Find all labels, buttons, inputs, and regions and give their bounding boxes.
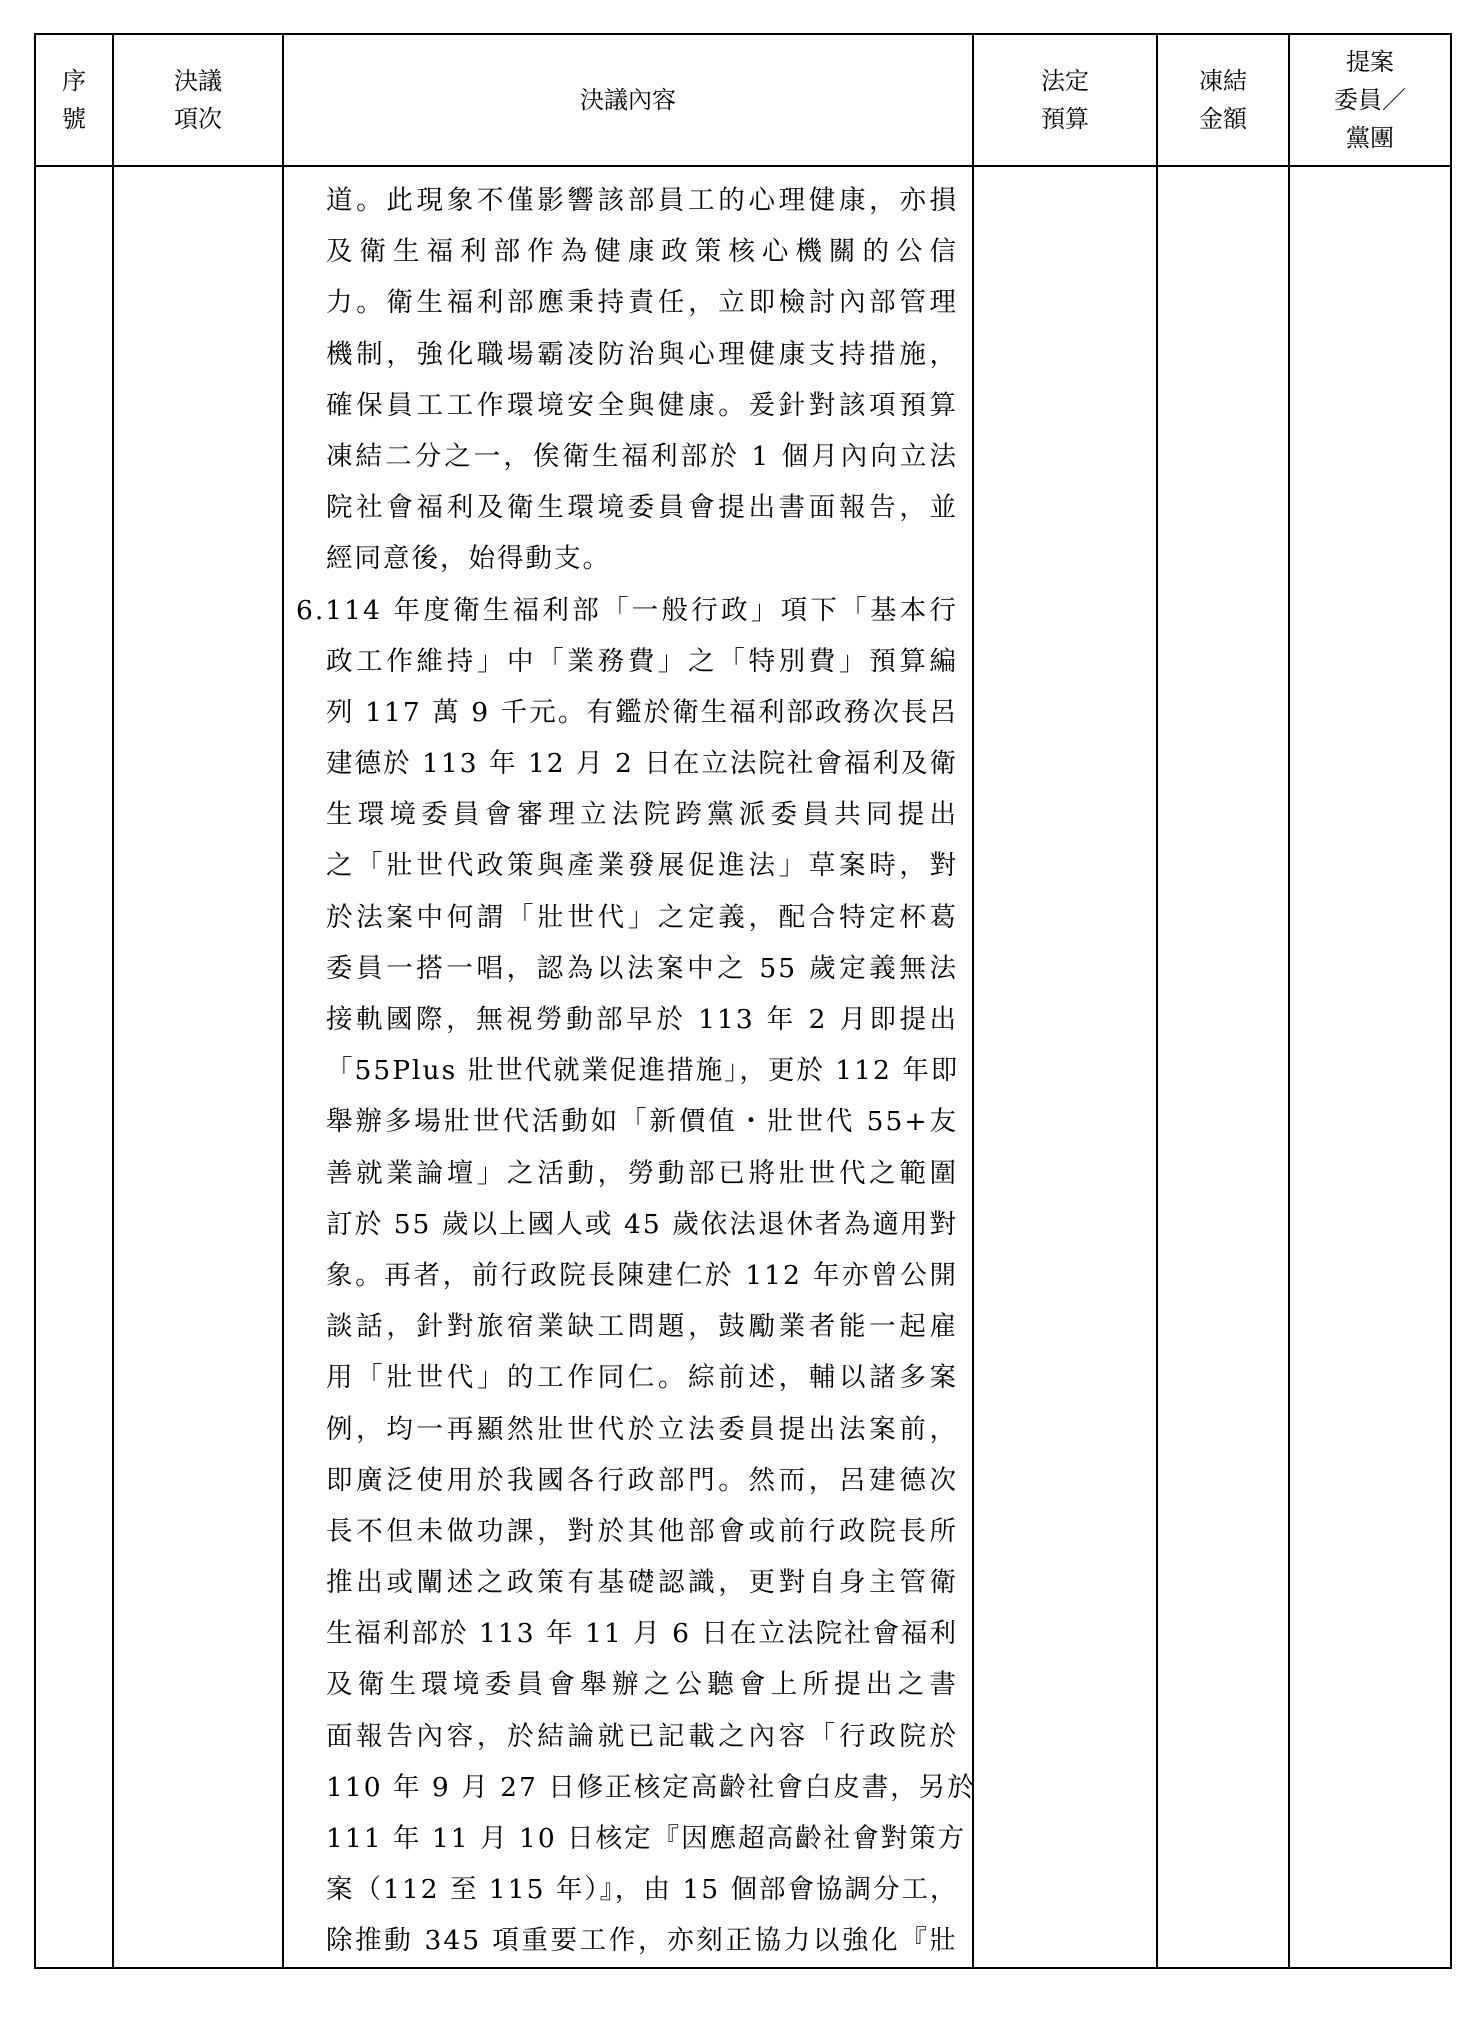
cell-item — [113, 166, 283, 1968]
table-header-row — [35, 34, 1451, 166]
header-frozen: 凍結 金額 — [1157, 34, 1289, 166]
content-line: 院社會福利及衛生環境委員會提出書面報告，並 — [326, 492, 958, 524]
content-line: 機制，強化職場霸凌防治與心理健康支持措施， — [326, 338, 958, 370]
content-line: 委員一搭一唱，認為以法案中之 55 歲定義無法 — [326, 952, 958, 984]
content-line: 案（112 至 115 年）』，由 15 個部會協調分工， — [326, 1874, 959, 1906]
content-line: 列 117 萬 9 千元。有鑑於衛生福利部政務次長呂 — [326, 696, 958, 728]
content-line: 例，均一再顯然壯世代於立法委員提出法案前， — [326, 1413, 958, 1445]
header-item: 決議 項次 — [113, 34, 283, 166]
cell-seq — [35, 166, 113, 1968]
cell-content — [283, 166, 976, 1968]
cell-frozen — [1157, 166, 1289, 1968]
content-line: 於法案中何謂「壯世代」之定義，配合特定杯葛 — [326, 901, 958, 933]
header-content: 決議內容 — [283, 34, 973, 166]
content-line: 用「壯世代」的工作同仁。綜前述，輔以諸多案 — [326, 1362, 958, 1394]
content-line: 接軌國際，無視勞動部早於 113 年 2 月即提出 — [326, 1004, 958, 1035]
content-line: 訂於 55 歲以上國人或 45 歲依法退休者為適用對 — [326, 1208, 958, 1240]
header-proposer: 提案 委員／ 黨團 — [1289, 34, 1451, 166]
content-line: 及衛生環境委員會舉辦之公聽會上所提出之書 — [326, 1669, 958, 1701]
content-line: 確保員工工作環境安全與健康。爰針對該項預算 — [326, 389, 958, 421]
cell-proposer — [1289, 166, 1451, 1968]
content-line: 111 年 11 月 10 日核定『因應超高齡社會對策方 — [326, 1823, 967, 1854]
content-line: 及衛生福利部作為健康政策核心機關的公信 — [326, 236, 958, 268]
content-line: 之「壯世代政策與產業發展促進法」草案時，對 — [326, 850, 958, 882]
content-line: 舉辦多場壯世代活動如「新價值・壯世代 55+友 — [326, 1106, 958, 1138]
header-budget: 法定 預算 — [973, 34, 1157, 166]
content-line: 生福利部於 113 年 11 月 6 日在立法院社會福利 — [326, 1618, 958, 1650]
content-line: 即廣泛使用於我國各行政部門。然而，呂建德次 — [326, 1464, 958, 1496]
content-line: 經同意後，始得動支。 — [326, 543, 611, 575]
content-line: 力。衛生福利部應秉持責任，立即檢討內部管理 — [326, 287, 958, 319]
content-line: 道。此現象不僅影響該部員工的心理健康，亦損 — [326, 185, 958, 216]
resolution-table — [34, 33, 1452, 1969]
content-line: 象。再者，前行政院長陳建仁於 112 年亦曾公開 — [326, 1259, 958, 1291]
content-line: 建德於 113 年 12 月 2 日在立法院社會福利及衛 — [326, 748, 958, 780]
table-row — [35, 166, 1451, 1968]
header-seq: 序 號 — [35, 34, 113, 166]
resolution-content — [284, 167, 976, 1967]
content-line: 凍結二分之一，俟衛生福利部於 1 個月內向立法 — [326, 440, 958, 472]
cell-budget — [973, 166, 1157, 1968]
content-line: 長不但未做功課，對於其他部會或前行政院長所 — [326, 1515, 958, 1547]
content-line: 除推動 345 項重要工作，亦刻正協力以強化『壯 — [326, 1925, 958, 1957]
content-line: 面報告內容，於結論就已記載之內容「行政院於 — [326, 1720, 958, 1752]
content-line: 生環境委員會審理立法院跨黨派委員共同提出 — [326, 799, 958, 831]
content-line: 善就業論壇」之活動，勞動部已將壯世代之範圍 — [326, 1157, 958, 1189]
content-line: 6.114 年度衛生福利部「一般行政」項下「基本行 — [296, 594, 958, 626]
content-line: 推出或闡述之政策有基礎認識，更對自身主管衛 — [326, 1567, 958, 1599]
content-line: 政工作維持」中「業務費」之「特別費」預算編 — [326, 645, 958, 677]
content-line: 「55Plus 壯世代就業促進措施」，更於 112 年即 — [326, 1055, 960, 1087]
content-line: 110 年 9 月 27 日修正核定高齡社會白皮書，另於 — [326, 1771, 976, 1803]
content-line: 談話，針對旅宿業缺工問題，鼓勵業者能一起雇 — [326, 1311, 958, 1343]
